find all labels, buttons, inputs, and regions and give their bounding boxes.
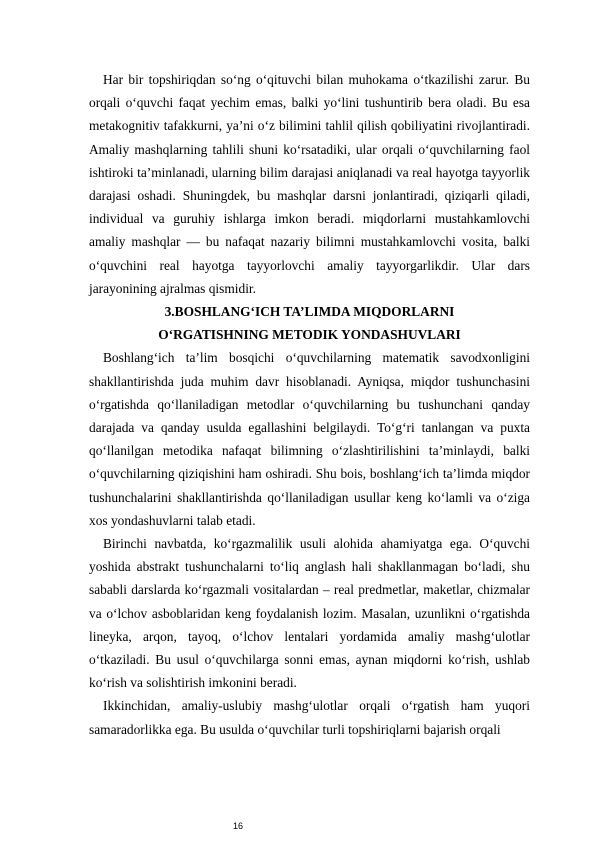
section-heading-line1: 3.BOSHLANG‘ICH TA’LIMDA MIQDORLARNI (164, 304, 455, 320)
intro-paragraph: Har bir topshiriqdan so‘ng o‘qituvchi bilan muhokama o‘tkazilishi zarur. Bu orqali o‘quvchi faqat yechim emas, balki yo‘lini tushuntirib bera oladi. Bu esa metakognitiv tafakkurni, ya’ni o‘z bilimini tahlil qilish qobiliyatini rivojlantiradi. Amaliy mashqlarning tahlili shuni ko‘rsatadiki, ular orqali o‘quvchilarning faol ishtiroki ta’minlanadi, ularning bilim darajasi aniqlanadi va real hayotga tayyorlik darajasi oshadi. Shuningdek, bu mashqlar darsni jonlantiradi, qiziqarli qiladi, individual va guruhiy ishlarga imkon beradi. miqdorlarni mustahkamlovchi amaliy mashqlar — bu nafaqat nazariy bilimni mustahkamlovchi vosita, balki o‘quvchini real hayotga tayyorlovchi amaliy tayyorgarlikdir. Ular dars jarayonining ajralmas qismidir. (89, 72, 530, 296)
section-heading-line2: O‘RGATISHNING METODIK YONDASHUVLARI (158, 327, 461, 343)
body-paragraph-1: Boshlang‘ich ta’lim bosqichi o‘quvchilarning matematik savodxonligini shakllantirishda juda muhim davr hisoblanadi. Ayniqsa, miqdor tushunchasini o‘rgatishda qo‘llaniladigan metodlar o‘quvchilarning bu tushunchani qanday darajada va qanday usulda egallashini belgilaydi. To‘g‘ri tanlangan va puxta qo‘llanilgan metodika nafaqat bilimning o‘zlashtirilishini ta’minlaydi, balki o‘quvchilarning qiziqishini ham oshiradi. Shu bois, boshlang‘ich ta’limda miqdor tushunchalarini shakllantirishda qo‘llaniladigan usullar keng ko‘lamli va o‘ziga xos yondashuvlarni talab etadi. (89, 350, 530, 528)
document-page (89, 68, 530, 741)
body-paragraph-3: Ikkinchidan, amaliy-uslubiy mashg‘ulotlar orqali o‘rgatish ham yuqori samaradorlikka ega. Bu usulda o‘quvchilar turli topshiriqlarni bajarish orqali (89, 698, 530, 737)
body-paragraph-2: Birinchi navbatda, ko‘rgazmalilik usuli alohida ahamiyatga ega. O‘quvchi yoshida abstrakt tushunchalarni to‘liq anglash hali shakllanmagan bo‘ladi, shu sababli darslarda ko‘rgazmali vositalardan – real predmetlar, maketlar, chizmalar va o‘lchov asboblaridan keng foydalanish lozim. Masalan, uzunlikni o‘rgatishda lineyka, arqon, tayoq, o‘lchov lentalari yordamida amaliy mashg‘ulotlar o‘tkaziladi. Bu usul o‘quvchilarga sonni emas, aynan miqdorni ko‘rish, ushlab ko‘rish va solishtirish imkonini beradi. (89, 536, 530, 691)
page-number: 16 (232, 821, 243, 831)
